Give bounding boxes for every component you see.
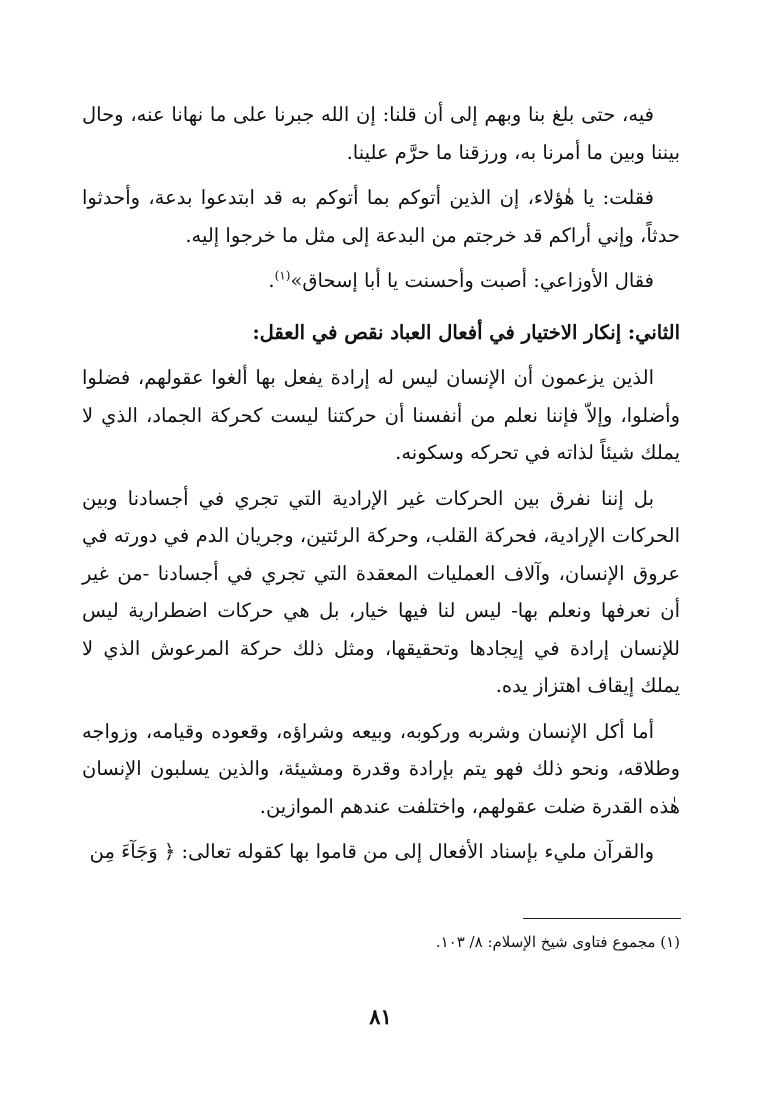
- paragraph-2: فقلت: يا هٰؤلاء، إن الذين أتوكم بما أتوكم به قد ابتدعوا بدعة، وأحدثوا حدثاً، وإني أراكم قد خرجتم من البدعة إلى مثل ما خرجوا إليه.: [82, 186, 680, 247]
- paragraph-6: أما أكل الإنسان وشربه وركوبه، وبيعه وشراؤه، وقعوده وقيامه، وزواجه وطلاقه، ونحو ذلك فهو يتم بإرادة وقدرة ومشيئة، والذين يسلبون الإنسان هٰذه القدرة ضلت عقولهم، واختلفت عندهم الموازين.: [82, 719, 680, 818]
- paragraph-3-text: فقال الأوزاعي: أصبت وأحسنت يا أبا إسحاق»: [290, 269, 654, 292]
- paragraph-7: والقرآن مليء بإسناد الأفعال إلى من قاموا بها كقوله تعالى: ﴿ وَجَآءَ مِن: [89, 840, 654, 863]
- main-text: [82, 96, 680, 879]
- paragraph-5: بل إننا نفرق بين الحركات غير الإرادية التي تجري في أجسادنا وبين الحركات الإرادية، فحركة القلب، وحركة الرئتين، وجريان الدم في دورته في عروق الإنسان، وآلاف العمليات المعقدة التي تجري في أجسادنا -من غير أن نعرفها ونعلم بها- ليس لنا فيها خيار، بل هي حركات اضطرارية ليس للإنسان إرادة في إيجادها وتحقيقها، ومثل ذلك حركة المرعوش الذي لا يملك إيقاف اهتزاز يده.: [82, 486, 680, 697]
- paragraph-3-end: .: [268, 269, 275, 292]
- footnote-divider: [523, 918, 681, 919]
- paragraph-3: [82, 262, 680, 300]
- footnote: (١) مجموع فتاوى شيخ الإسلام: ٨/ ١٠٣.: [435, 933, 680, 951]
- footnote-reference: (١): [274, 268, 291, 283]
- paragraph-4: الذين يزعمون أن الإنسان ليس له إرادة يفعل بها ألغوا عقولهم، فضلوا وأضلوا، وإلاّ فإننا نعلم من أنفسنا أن حركتنا ليست كحركة الجماد، الذي لا يملك شيئاً لذاته في تحركه وسكونه.: [82, 366, 680, 464]
- section-heading: الثاني: إنكار الاختيار في أفعال العباد نقص في العقل:: [252, 320, 680, 344]
- page-number: ٨١: [369, 1004, 392, 1029]
- paragraph-1: فيه، حتى بلغ بنا وبهم إلى أن قلنا: إن الله جبرنا على ما نهانا عنه، وحال بيننا وبين ما أمرنا به، ورزقنا ما حرَّم علينا.: [82, 103, 680, 164]
